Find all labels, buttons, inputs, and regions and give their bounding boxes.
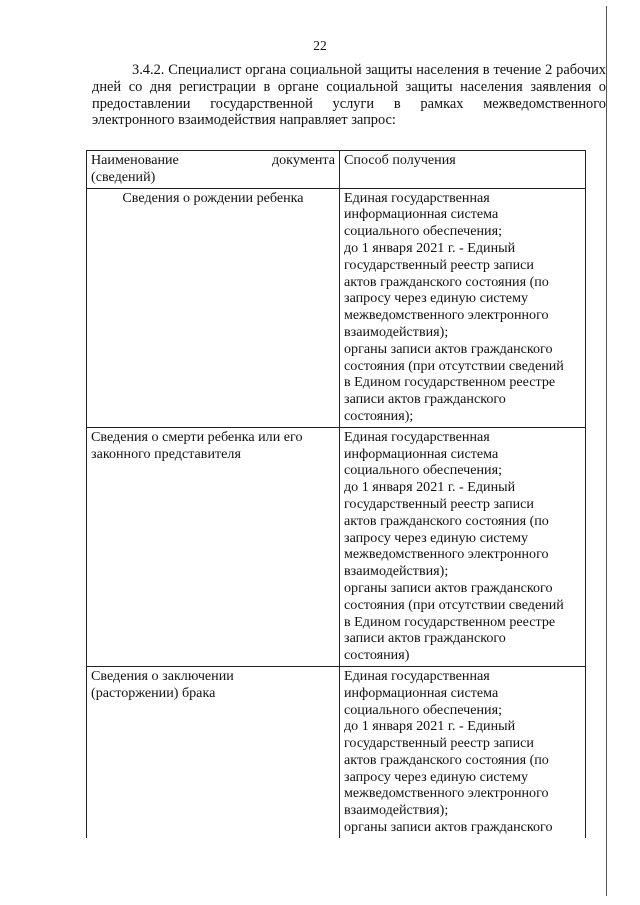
method-line: межведомственного электронного (344, 307, 549, 324)
header-method: Способ получения (340, 151, 586, 189)
method-line: государственный реестр записи (344, 256, 534, 273)
intro-paragraph (92, 62, 606, 129)
method-line: органы записи актов гражданского (344, 340, 553, 357)
method-line: до 1 января 2021 г. - Единый (344, 718, 516, 735)
header-document-name-line: (сведений) (91, 168, 156, 185)
method-line: в Едином государственном реестре (344, 374, 556, 391)
method-line: до 1 января 2021 г. - Единый (344, 479, 516, 496)
method-line: информационная система (344, 206, 499, 223)
method-line: взаимодействия); (344, 563, 449, 580)
method-line: Единая государственная (344, 428, 490, 445)
row-method (340, 666, 586, 837)
method-line: состояния (при отсутствии сведений (344, 357, 564, 374)
method-line: информационная система (344, 684, 499, 701)
page-edge-line (606, 6, 607, 896)
method-line: социального обеспечения; (344, 462, 502, 479)
row-document-name: Сведения о рождении ребенка (87, 188, 340, 427)
method-line: запросу через единую систему (344, 529, 529, 546)
method-line: в Едином государственном реестре (344, 613, 556, 630)
header-document-name-line: Наименование документа (91, 152, 335, 168)
method-line: Единая государственная (344, 189, 490, 206)
table-row (87, 427, 586, 666)
method-line: межведомственного электронного (344, 546, 549, 563)
method-line: актов гражданского состояния (по (344, 273, 549, 290)
method-line: актов гражданского состояния (по (344, 751, 549, 768)
method-line: актов гражданского состояния (по (344, 512, 549, 529)
method-line: взаимодействия); (344, 802, 449, 819)
row-document-name (87, 666, 340, 837)
method-line: органы записи актов гражданского (344, 579, 553, 596)
table-row (87, 666, 586, 837)
row-method (340, 188, 586, 427)
method-line: до 1 января 2021 г. - Единый (344, 239, 516, 256)
row-method (340, 427, 586, 666)
method-line: состояния) (344, 647, 410, 664)
method-line: социального обеспечения; (344, 223, 502, 240)
method-line: записи актов гражданского (344, 391, 506, 408)
intro-text: 3.4.2. Специалист органа социальной защиты населения в течение 2 рабочих дней со дня регистрации в органе социальной защиты населения заявления о предоставлении государственной услуги в рамках межведомственного электронного взаимодействия направляет запрос: (92, 62, 606, 129)
header-document-name (87, 151, 340, 189)
row-document-name (87, 427, 340, 666)
method-line: записи актов гражданского (344, 630, 506, 647)
method-line: запросу через единую систему (344, 768, 529, 785)
table-header-row (87, 151, 586, 189)
page-number: 22 (313, 38, 327, 53)
method-line: органы записи актов гражданского (344, 819, 553, 836)
name-line: (расторжении) брака (91, 684, 216, 701)
method-line: взаимодействия); (344, 323, 449, 340)
method-line: межведомственного электронного (344, 785, 549, 802)
documents-table (86, 150, 586, 838)
name-line: Сведения о заключении (91, 667, 234, 684)
method-line: запросу через единую систему (344, 290, 529, 307)
name-line: Сведения о смерти ребенка или его (91, 428, 303, 445)
table-row (87, 188, 586, 427)
method-line: информационная система (344, 445, 499, 462)
name-line: законного представителя (91, 445, 241, 462)
method-line: состояния); (344, 407, 414, 424)
method-line: социального обеспечения; (344, 701, 502, 718)
method-line: государственный реестр записи (344, 735, 534, 752)
method-line: Единая государственная (344, 667, 490, 684)
method-line: государственный реестр записи (344, 495, 534, 512)
method-line: состояния (при отсутствии сведений (344, 596, 564, 613)
